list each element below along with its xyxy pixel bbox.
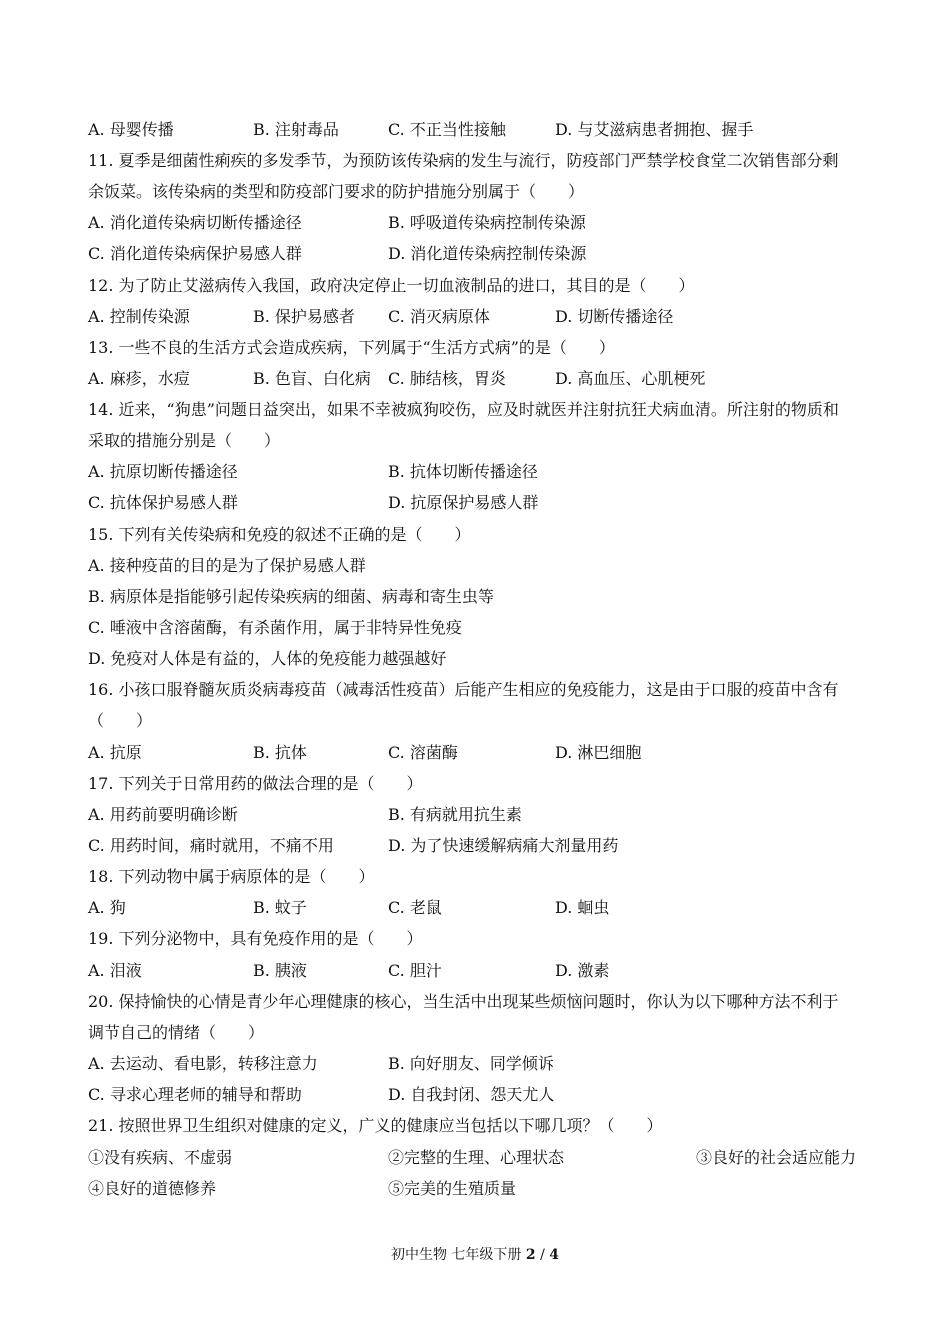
q20-option-b: B. 向好朋友、同学倾诉 [388, 1054, 554, 1073]
footer-page-number: 2 [525, 1247, 536, 1263]
q20-stem-line1: 20. 保持愉快的心情是青少年心理健康的核心，当生活中出现某些烦恼问题时，你认为以下哪种方法不利于 [88, 992, 839, 1011]
q18-stem: 18. 下列动物中属于病原体的是（ ） [88, 867, 375, 886]
footer-page-total: 4 [549, 1247, 560, 1263]
q18-option-b: B. 蚊子 [253, 898, 307, 917]
q15-stem: 15. 下列有关传染病和免疫的叙述不正确的是（ ） [88, 525, 471, 544]
q14-option-d: D. 抗原保护易感人群 [388, 493, 539, 512]
footer-separator: / [535, 1247, 550, 1263]
q17-option-c: C. 用药时间，痛时就用，不痛不用 [88, 836, 334, 855]
q20-option-a: A. 去运动、看电影，转移注意力 [88, 1054, 318, 1073]
q15-option-d: D. 免疫对人体是有益的，人体的免疫能力越强越好 [88, 649, 447, 668]
q16-option-c: C. 溶菌酶 [388, 743, 458, 762]
q17-stem: 17. 下列关于日常用药的做法合理的是（ ） [88, 774, 423, 793]
q14-option-c: C. 抗体保护易感人群 [88, 493, 238, 512]
q13-option-a: A. 麻疹，水痘 [88, 369, 190, 388]
q17-option-b: B. 有病就用抗生素 [388, 805, 522, 824]
q11-option-a: A. 消化道传染病切断传播途径 [88, 213, 302, 232]
q15-option-c: C. 唾液中含溶菌酶，有杀菌作用，属于非特异性免疫 [88, 618, 462, 637]
q20-option-c: C. 寻求心理老师的辅导和帮助 [88, 1085, 302, 1104]
q14-option-b: B. 抗体切断传播途径 [388, 462, 538, 481]
q21-item-4: ④良好的道德修养 [88, 1179, 217, 1198]
q18-option-a: A. 狗 [88, 898, 126, 917]
q15-option-a: A. 接种疫苗的目的是为了保护易感人群 [88, 556, 366, 575]
q10-option-d: D. 与艾滋病患者拥抱、握手 [555, 120, 754, 139]
q16-option-b: B. 抗体 [253, 743, 307, 762]
q17-option-a: A. 用药前要明确诊断 [88, 805, 238, 824]
q14-stem-line2: 采取的措施分别是（ ） [88, 431, 281, 450]
q11-stem-line2: 余饭菜。该传染病的类型和防疫部门要求的防护措施分别属于（ ） [88, 182, 585, 201]
q10-option-a: A. 母婴传播 [88, 120, 174, 139]
q14-option-a: A. 抗原切断传播途径 [88, 462, 238, 481]
q10-option-b: B. 注射毒品 [253, 120, 339, 139]
q13-option-d: D. 高血压、心肌梗死 [555, 369, 706, 388]
q12-option-d: D. 切断传播途径 [555, 307, 674, 326]
q11-option-c: C. 消化道传染病保护易感人群 [88, 244, 302, 263]
q12-option-b: B. 保护易感者 [253, 307, 355, 326]
q12-option-c: C. 消灭病原体 [388, 307, 490, 326]
q18-option-d: D. 蛔虫 [555, 898, 610, 917]
q16-stem-line1: 16. 小孩口服脊髓灰质炎病毒疫苗（减毒活性疫苗）后能产生相应的免疫能力，这是由于口服的疫苗中含有 [88, 680, 839, 699]
q21-item-3: ③良好的社会适应能力 [696, 1148, 857, 1167]
footer-subject: 初中生物 七年级下册 [390, 1247, 526, 1263]
q21-item-5: ⑤完美的生殖质量 [388, 1179, 517, 1198]
q12-stem: 12. 为了防止艾滋病传入我国，政府决定停止一切血液制品的进口，其目的是（ ） [88, 276, 695, 295]
q13-option-c: C. 肺结核，胃炎 [388, 369, 506, 388]
q19-option-d: D. 激素 [555, 961, 610, 980]
q21-item-2: ②完整的生理、心理状态 [388, 1148, 565, 1167]
q19-option-b: B. 胰液 [253, 961, 307, 980]
q20-stem-line2: 调节自己的情绪（ ） [88, 1023, 265, 1042]
q10-option-c: C. 不正当性接触 [388, 120, 506, 139]
q16-option-d: D. 淋巴细胞 [555, 743, 642, 762]
q20-option-d: D. 自我封闭、怨天尤人 [388, 1085, 555, 1104]
q13-stem: 13. 一些不良的生活方式会造成疾病，下列属于“生活方式病”的是（ ） [88, 338, 615, 357]
q16-stem-line2: （ ） [88, 711, 153, 730]
q15-option-b: B. 病原体是指能够引起传染疾病的细菌、病毒和寄生虫等 [88, 587, 494, 606]
q11-option-b: B. 呼吸道传染病控制传染源 [388, 213, 586, 232]
q19-option-a: A. 泪液 [88, 961, 142, 980]
page-footer [0, 1246, 950, 1264]
q13-option-b: B. 色盲、白化病 [253, 369, 371, 388]
q14-stem-line1: 14. 近来，“狗患”问题日益突出，如果不幸被疯狗咬伤，应及时就医并注射抗狂犬病血清。所注射的物质和 [88, 400, 839, 419]
q21-item-1: ①没有疾病、不虚弱 [88, 1148, 233, 1167]
q12-option-a: A. 控制传染源 [88, 307, 190, 326]
q19-stem: 19. 下列分泌物中，具有免疫作用的是（ ） [88, 929, 423, 948]
q21-stem: 21. 按照世界卫生组织对健康的定义，广义的健康应当包括以下哪几项？（ ） [88, 1116, 663, 1135]
q19-option-c: C. 胆汁 [388, 961, 442, 980]
q11-stem-line1: 11. 夏季是细菌性痢疾的多发季节，为预防该传染病的发生与流行，防疫部门严禁学校食堂二次销售部分剩 [88, 151, 839, 170]
q17-option-d: D. 为了快速缓解病痛大剂量用药 [388, 836, 619, 855]
q18-option-c: C. 老鼠 [388, 898, 442, 917]
q11-option-d: D. 消化道传染病控制传染源 [388, 244, 587, 263]
q16-option-a: A. 抗原 [88, 743, 142, 762]
